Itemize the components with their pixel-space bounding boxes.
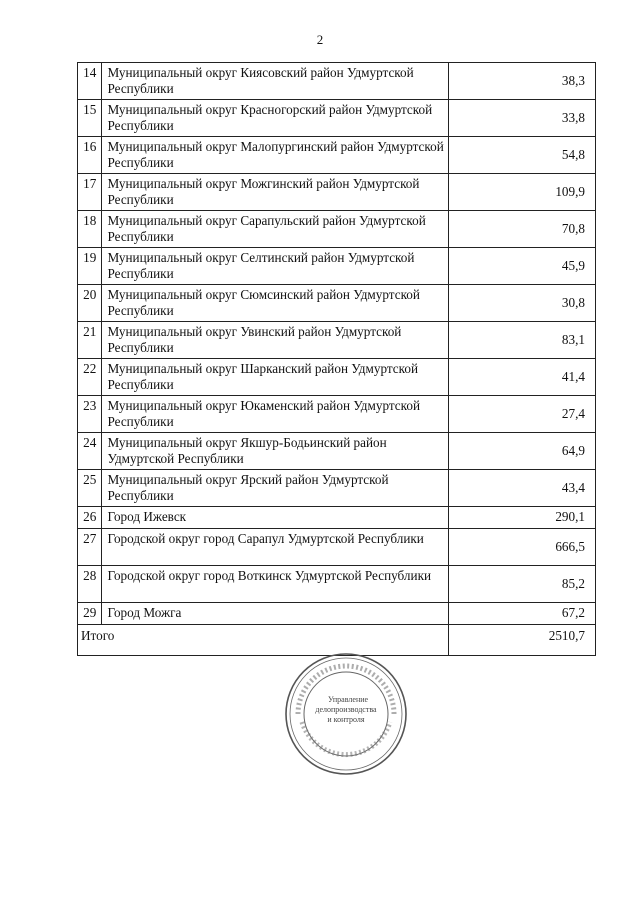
table-row [78, 100, 596, 137]
row-number: 17 [78, 174, 102, 211]
table-row [78, 285, 596, 322]
row-value: 85,2 [448, 566, 595, 603]
row-value: 38,3 [448, 63, 595, 100]
row-number: 22 [78, 359, 102, 396]
total-label: Итого [78, 625, 449, 656]
row-number: 24 [78, 433, 102, 470]
row-name: Муниципальный округ Шарканский район Удмуртской Республики [102, 359, 448, 396]
row-number: 28 [78, 566, 102, 603]
table-row [78, 529, 596, 566]
row-number: 18 [78, 211, 102, 248]
row-value: 67,2 [448, 603, 595, 625]
row-value: 43,4 [448, 470, 595, 507]
row-name: Муниципальный округ Малопургинский район Удмуртской Республики [102, 137, 448, 174]
page-number: 2 [316, 32, 324, 47]
table-row [78, 603, 596, 625]
row-name: Муниципальный округ Красногорский район Удмуртской Республики [102, 100, 448, 137]
row-value: 109,9 [448, 174, 595, 211]
row-number: 26 [78, 507, 102, 529]
row-name: Город Можга [102, 603, 448, 625]
table-row [78, 566, 596, 603]
official-seal [284, 652, 408, 776]
row-name: Муниципальный округ Можгинский район Удмуртской Республики [102, 174, 448, 211]
svg-text:и контроля: и контроля [327, 715, 365, 724]
row-value: 64,9 [448, 433, 595, 470]
row-name: Муниципальный округ Киясовский район Удмуртской Республики [102, 63, 448, 100]
row-name: Муниципальный округ Якшур-Бодьинский район Удмуртской Республики [102, 433, 448, 470]
row-number: 15 [78, 100, 102, 137]
row-value: 54,8 [448, 137, 595, 174]
row-number: 27 [78, 529, 102, 566]
row-value: 83,1 [448, 322, 595, 359]
table-row [78, 63, 596, 100]
row-value: 30,8 [448, 285, 595, 322]
row-value: 666,5 [448, 529, 595, 566]
table-row [78, 248, 596, 285]
total-value: 2510,7 [448, 625, 595, 656]
row-number: 19 [78, 248, 102, 285]
row-name: Городской округ город Сарапул Удмуртской Республики [102, 529, 448, 566]
row-number: 21 [78, 322, 102, 359]
table-row [78, 211, 596, 248]
row-name: Городской округ город Воткинск Удмуртской Республики [102, 566, 448, 603]
row-name: Муниципальный округ Сюмсинский район Удмуртской Республики [102, 285, 448, 322]
row-name: Муниципальный округ Увинский район Удмуртской Республики [102, 322, 448, 359]
row-value: 33,8 [448, 100, 595, 137]
row-number: 25 [78, 470, 102, 507]
row-name: Муниципальный округ Юкаменский район Удмуртской Республики [102, 396, 448, 433]
row-name: Город Ижевск [102, 507, 448, 529]
table-row [78, 359, 596, 396]
row-value: 70,8 [448, 211, 595, 248]
row-number: 20 [78, 285, 102, 322]
table-row [78, 396, 596, 433]
distribution-table [77, 62, 596, 656]
svg-text:Управление: Управление [327, 695, 369, 704]
table-row [78, 470, 596, 507]
svg-text:делопроизводства: делопроизводства [315, 705, 377, 714]
table-row [78, 174, 596, 211]
table-row [78, 137, 596, 174]
row-number: 29 [78, 603, 102, 625]
row-number: 14 [78, 63, 102, 100]
table-row [78, 433, 596, 470]
row-value: 45,9 [448, 248, 595, 285]
row-value: 290,1 [448, 507, 595, 529]
total-row [78, 625, 596, 656]
row-number: 23 [78, 396, 102, 433]
row-name: Муниципальный округ Сарапульский район Удмуртской Республики [102, 211, 448, 248]
row-name: Муниципальный округ Селтинский район Удмуртской Республики [102, 248, 448, 285]
row-value: 41,4 [448, 359, 595, 396]
table-row [78, 507, 596, 529]
row-name: Муниципальный округ Ярский район Удмуртской Республики [102, 470, 448, 507]
row-number: 16 [78, 137, 102, 174]
table-row [78, 322, 596, 359]
row-value: 27,4 [448, 396, 595, 433]
